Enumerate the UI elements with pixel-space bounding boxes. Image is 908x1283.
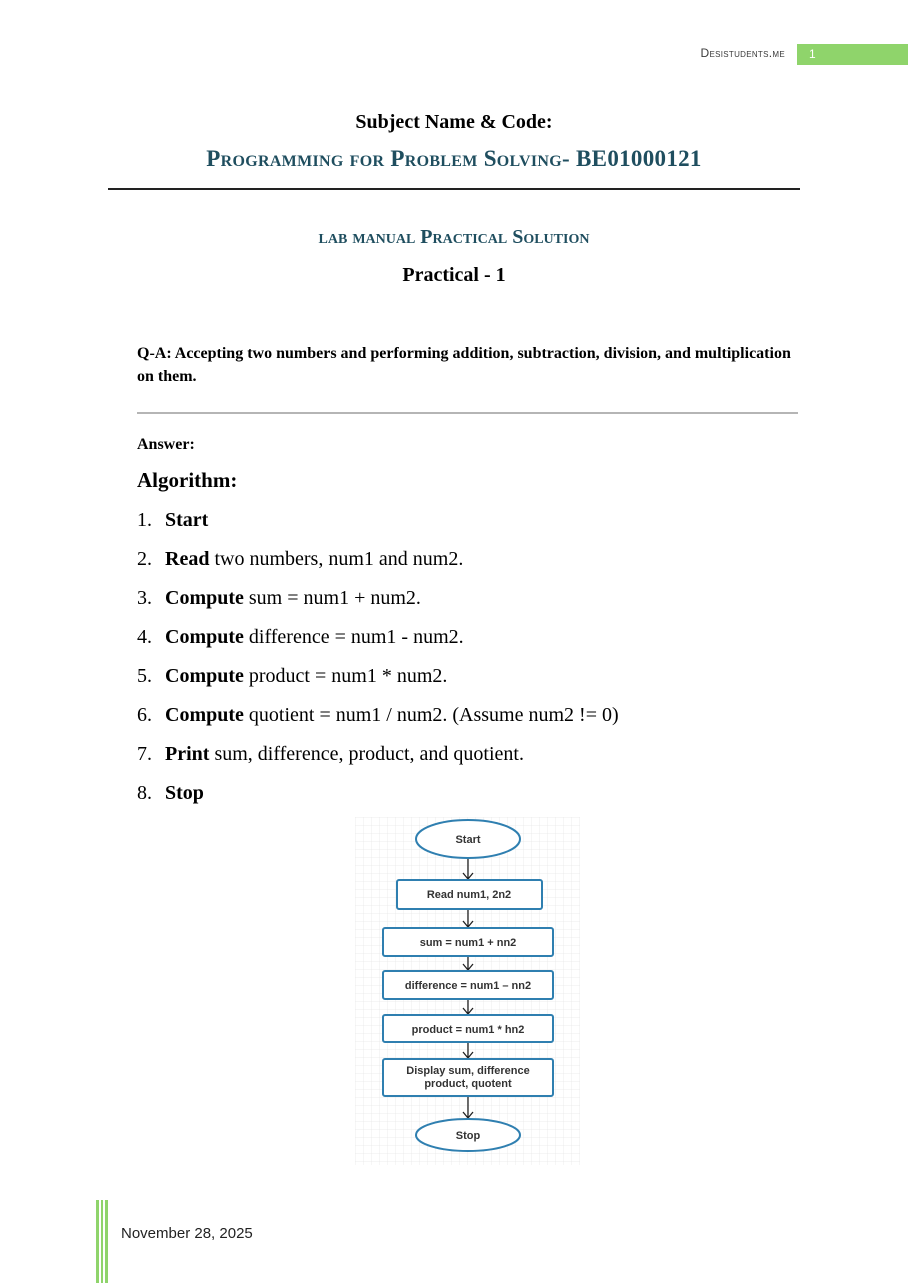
algorithm-step: 3. Compute sum = num1 + num2. bbox=[137, 587, 421, 609]
flowchart-difference-label: difference = num1 – nn2 bbox=[404, 980, 532, 992]
algorithm-label: Algorithm: bbox=[137, 468, 238, 492]
answer-label: Answer: bbox=[137, 436, 195, 453]
algorithm-step: 1. Start bbox=[137, 509, 209, 531]
site-name: Desistudents.me bbox=[700, 46, 785, 60]
algorithm-step: 2. Read two numbers, num1 and num2. bbox=[137, 548, 464, 570]
flowchart bbox=[355, 817, 580, 1165]
practical-title: Practical - 1 bbox=[402, 264, 506, 286]
footer-accent-bars bbox=[96, 1200, 110, 1283]
algorithm-step: 5. Compute product = num1 * num2. bbox=[137, 665, 448, 687]
manual-title: lab manual Practical Solution bbox=[318, 226, 590, 248]
flowchart-product-label: product = num1 * hn2 bbox=[411, 1024, 525, 1036]
subject-title: Programming for Problem Solving- BE01000121 bbox=[206, 146, 702, 171]
page-number-badge: 1 bbox=[797, 44, 908, 65]
flowchart-stop-label: Stop bbox=[455, 1130, 481, 1142]
flowchart-display-label-line2: product, quotent bbox=[424, 1078, 512, 1090]
algorithm-step: 8. Stop bbox=[137, 782, 204, 804]
question-text: Q-A: Accepting two numbers and performing addition, subtraction, division, and multiplication on them. bbox=[137, 345, 791, 385]
algorithm-step: 7. Print sum, difference, product, and quotient. bbox=[137, 743, 524, 765]
flowchart-sum-label: sum = num1 + nn2 bbox=[419, 937, 517, 949]
footer-date: November 28, 2025 bbox=[121, 1225, 253, 1242]
subject-label: Subject Name & Code: bbox=[355, 111, 553, 133]
flowchart-display-label-line1: Display sum, difference bbox=[406, 1065, 530, 1077]
flowchart-start-label: Start bbox=[455, 834, 481, 846]
title-divider bbox=[108, 188, 800, 190]
question-divider bbox=[137, 412, 798, 414]
algorithm-step: 4. Compute difference = num1 - num2. bbox=[137, 626, 464, 648]
algorithm-steps bbox=[137, 505, 619, 817]
flowchart-read-label: Read num1, 2n2 bbox=[426, 889, 512, 901]
algorithm-step: 6. Compute quotient = num1 / num2. (Assume num2 != 0) bbox=[137, 704, 619, 726]
